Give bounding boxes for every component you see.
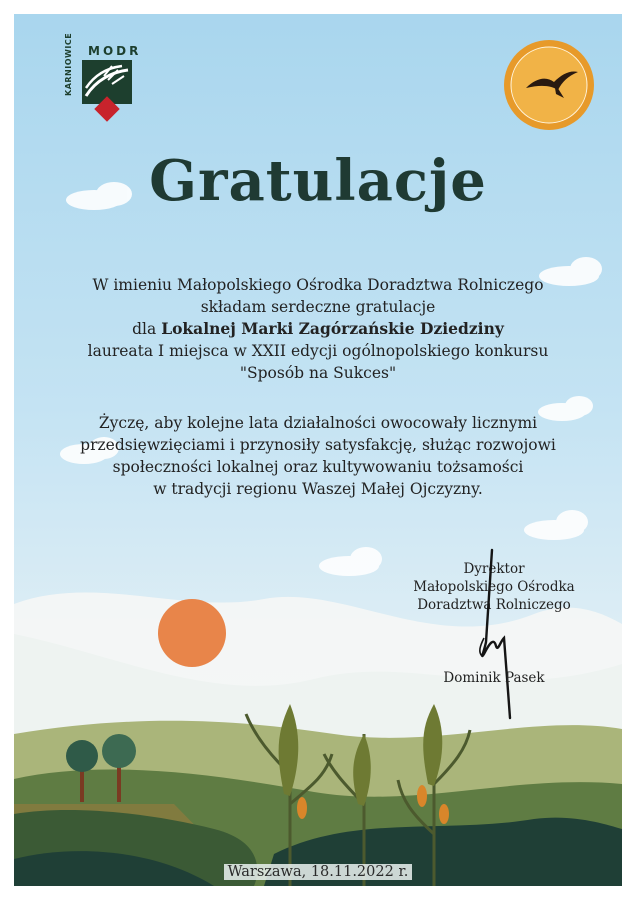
place-date — [14, 864, 622, 880]
wishes-paragraph — [34, 412, 602, 500]
wishes-line: przedsięwzięciami i przynosiły satysfakcję, służąc rozwojowi — [80, 436, 556, 454]
modr-logo — [64, 32, 148, 140]
modr-wheat-logo-icon — [68, 40, 148, 140]
signatory-role-line: Dyrektor — [463, 561, 525, 577]
intro-line: W imieniu Małopolskiego Ośrodka Doradztwa Rolniczego — [92, 276, 544, 294]
intro-line — [34, 318, 602, 340]
sun — [158, 599, 226, 667]
wishes-line: społeczności lokalnej oraz kultywowaniu tożsamości — [112, 458, 524, 476]
brand-name: Lokalnej Marki Zagórzańskie Dziedziny — [161, 319, 504, 338]
certificate-title: Gratulacje — [149, 148, 487, 214]
signatory-role-line: Małopolskiego Ośrodka — [413, 579, 575, 595]
intro-line: laureata I miejsca w XXII edycji ogólnopolskiego konkursu — [87, 342, 549, 360]
logo-name: MODR — [88, 44, 142, 58]
logo-location: KARNIOWICE — [64, 32, 73, 96]
intro-line: składam serdeczne gratulacje — [200, 298, 436, 316]
place-date-text: Warszawa, 18.11.2022 r. — [224, 864, 413, 880]
signatory-name: Dominik Pasek — [443, 670, 545, 686]
certificate — [14, 14, 622, 886]
wishes-line: Życzę, aby kolejne lata działalności owocowały licznymi — [98, 414, 538, 432]
contest-name: "Sposób na Sukces" — [239, 364, 397, 382]
wishes-line: w tradycji regionu Waszej Małej Ojczyzny. — [153, 480, 483, 498]
handwritten-signature-icon — [454, 542, 534, 722]
intro-prefix: dla — [132, 320, 162, 338]
signatory-role-line: Doradztwa Rolniczego — [417, 597, 571, 613]
swallow-seal-icon — [502, 38, 596, 132]
intro-paragraph — [34, 274, 602, 384]
